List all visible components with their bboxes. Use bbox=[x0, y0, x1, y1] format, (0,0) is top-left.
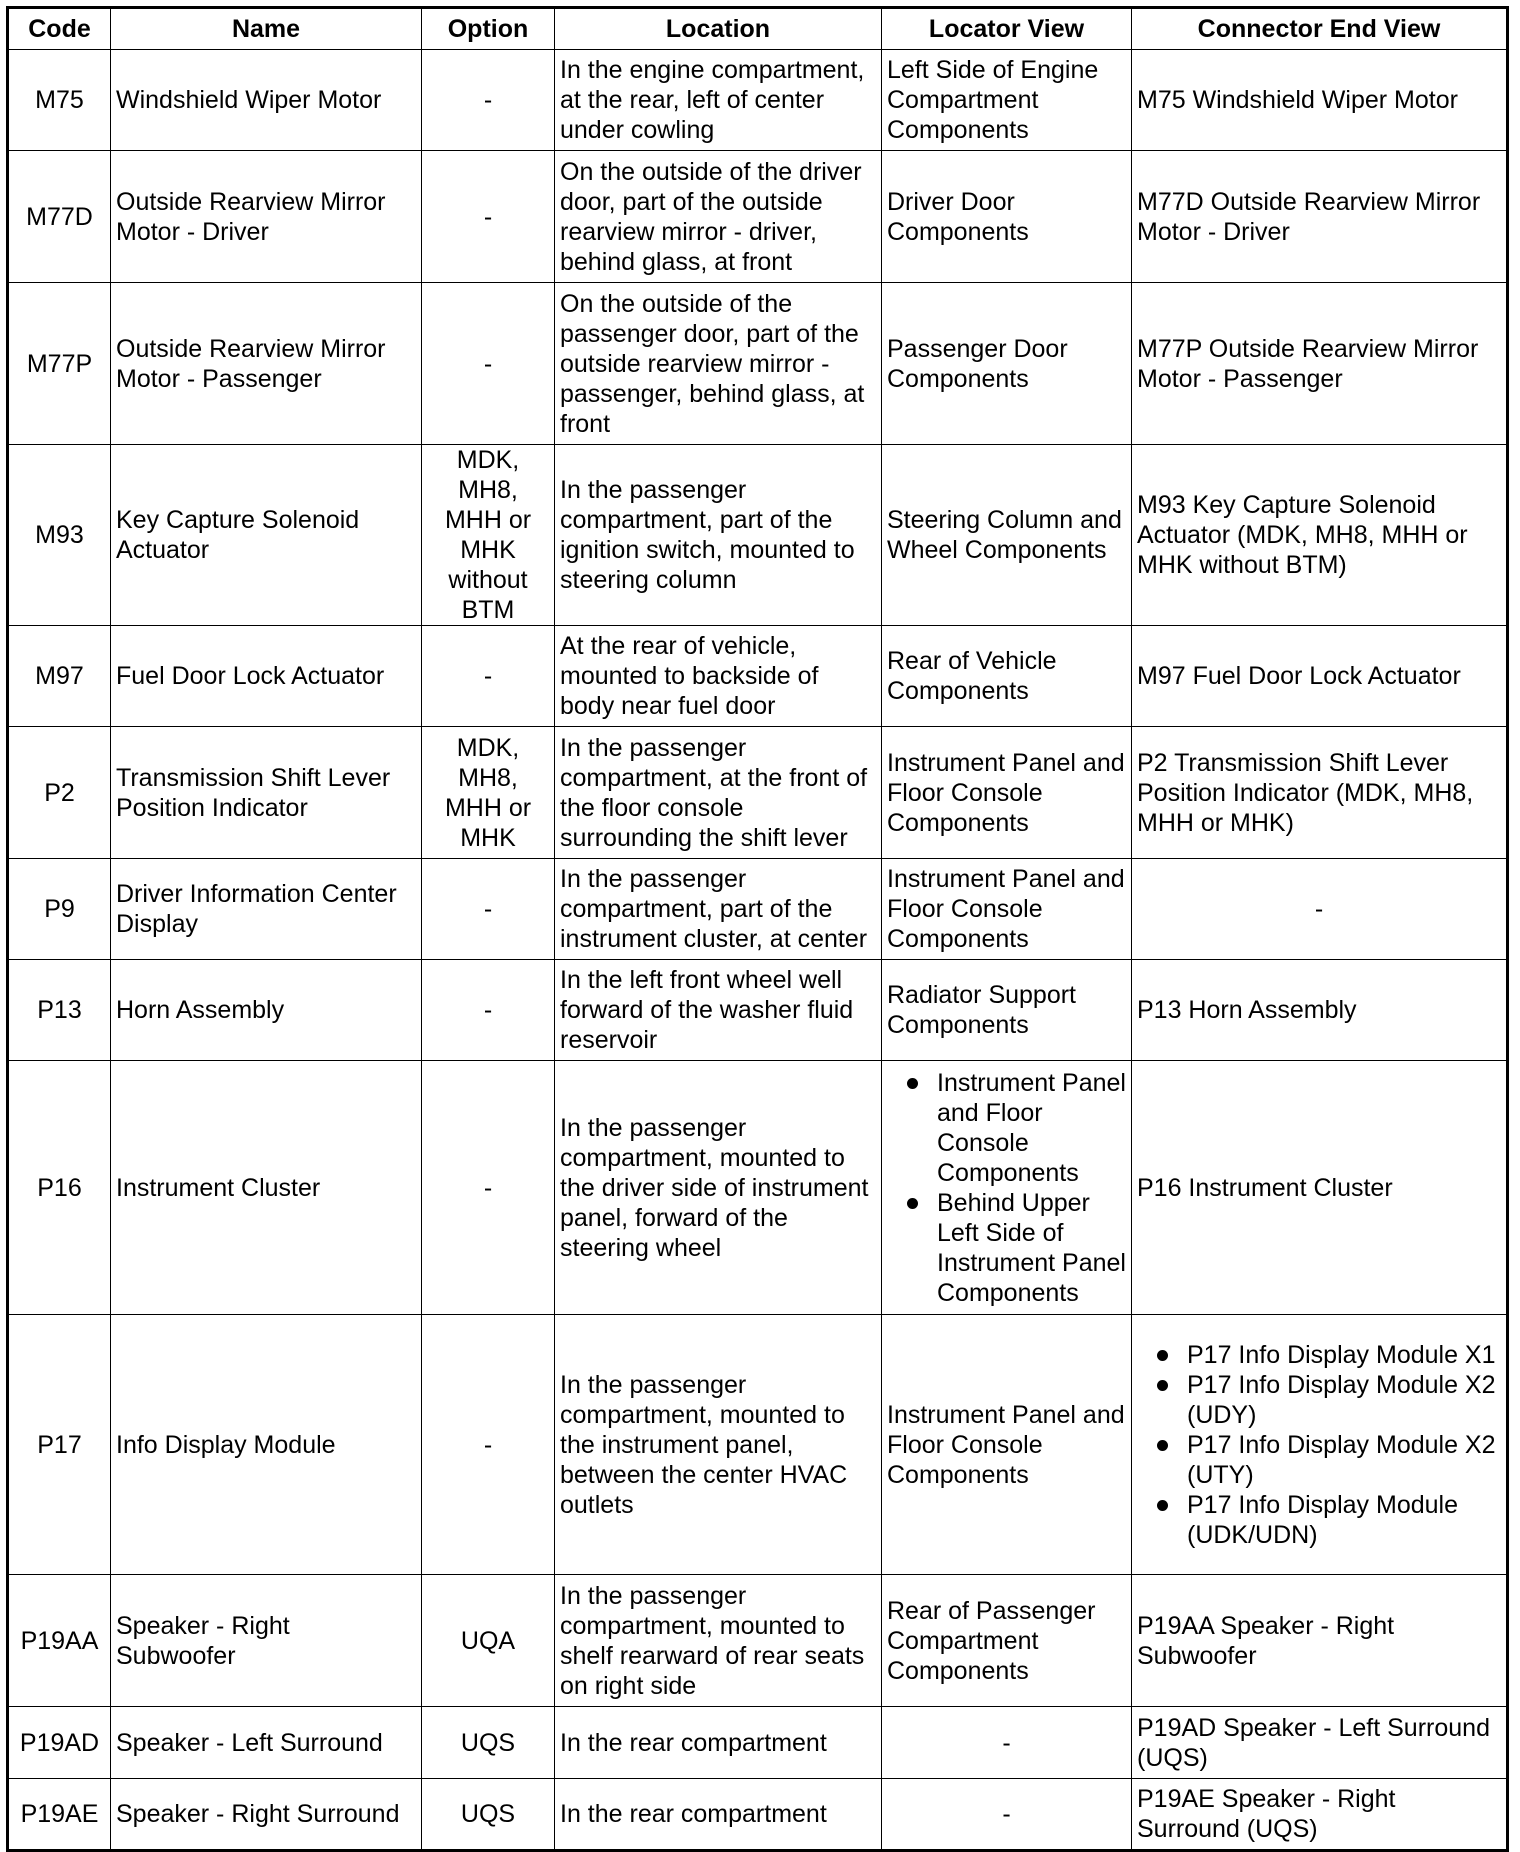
connector-end-view-cell: M97 Fuel Door Lock Actuator bbox=[1132, 626, 1508, 727]
bullet-item: Instrument Panel and Floor Console Components bbox=[887, 1068, 1126, 1188]
connector-end-view-cell: P19AD Speaker - Left Surround (UQS) bbox=[1132, 1707, 1508, 1779]
code-cell: P16 bbox=[8, 1061, 111, 1315]
name-cell: Windshield Wiper Motor bbox=[111, 50, 422, 151]
name-cell: Horn Assembly bbox=[111, 960, 422, 1061]
code-cell: P19AD bbox=[8, 1707, 111, 1779]
option-cell: UQA bbox=[422, 1575, 555, 1707]
code-cell: P2 bbox=[8, 727, 111, 859]
header-location: Location bbox=[555, 8, 882, 50]
option-cell: MDK, MH8, MHH or MHK without BTM bbox=[422, 445, 555, 626]
location-cell: In the passenger compartment, mounted to shelf rearward of rear seats on right side bbox=[555, 1575, 882, 1707]
bullet-item: P17 Info Display Module X2 (UTY) bbox=[1137, 1430, 1501, 1490]
location-cell: In the passenger compartment, mounted to the instrument panel, between the center HVAC outlets bbox=[555, 1315, 882, 1575]
location-cell: On the outside of the driver door, part of the outside rearview mirror - driver, behind glass, at front bbox=[555, 151, 882, 283]
option-cell: - bbox=[422, 283, 555, 445]
table-row bbox=[8, 960, 1508, 1061]
table-row bbox=[8, 1707, 1508, 1779]
option-cell: - bbox=[422, 1061, 555, 1315]
table-row bbox=[8, 50, 1508, 151]
connector-end-view-cell: M77P Outside Rearview Mirror Motor - Passenger bbox=[1132, 283, 1508, 445]
code-cell: P19AA bbox=[8, 1575, 111, 1707]
locator-view-cell: Driver Door Components bbox=[882, 151, 1132, 283]
option-cell: - bbox=[422, 859, 555, 960]
location-cell: On the outside of the passenger door, part of the outside rearview mirror - passenger, behind glass, at front bbox=[555, 283, 882, 445]
option-cell: UQS bbox=[422, 1779, 555, 1851]
location-cell: In the rear compartment bbox=[555, 1707, 882, 1779]
connector-end-view-cell: M75 Windshield Wiper Motor bbox=[1132, 50, 1508, 151]
code-cell: P17 bbox=[8, 1315, 111, 1575]
table-row bbox=[8, 626, 1508, 727]
connector-end-view-cell: M77D Outside Rearview Mirror Motor - Driver bbox=[1132, 151, 1508, 283]
location-cell: In the engine compartment, at the rear, left of center under cowling bbox=[555, 50, 882, 151]
bullet-list bbox=[887, 1068, 1126, 1308]
code-cell: M97 bbox=[8, 626, 111, 727]
table-row bbox=[8, 859, 1508, 960]
name-cell: Outside Rearview Mirror Motor - Passenger bbox=[111, 283, 422, 445]
connector-end-view-cell: - bbox=[1132, 859, 1508, 960]
connector-end-view-cell: P19AA Speaker - Right Subwoofer bbox=[1132, 1575, 1508, 1707]
name-cell: Transmission Shift Lever Position Indicator bbox=[111, 727, 422, 859]
option-cell: MDK, MH8, MHH or MHK bbox=[422, 727, 555, 859]
name-cell: Key Capture Solenoid Actuator bbox=[111, 445, 422, 626]
bullet-item: P17 Info Display Module X2 (UDY) bbox=[1137, 1370, 1501, 1430]
connector-end-view-cell bbox=[1132, 1315, 1508, 1575]
header-name: Name bbox=[111, 8, 422, 50]
locator-view-cell: - bbox=[882, 1707, 1132, 1779]
table-row bbox=[8, 727, 1508, 859]
code-cell: M75 bbox=[8, 50, 111, 151]
name-cell: Instrument Cluster bbox=[111, 1061, 422, 1315]
locator-view-cell: Radiator Support Components bbox=[882, 960, 1132, 1061]
locator-view-cell: Rear of Vehicle Components bbox=[882, 626, 1132, 727]
connector-end-view-cell: P2 Transmission Shift Lever Position Indicator (MDK, MH8, MHH or MHK) bbox=[1132, 727, 1508, 859]
header-code: Code bbox=[8, 8, 111, 50]
locator-view-cell: Instrument Panel and Floor Console Components bbox=[882, 727, 1132, 859]
option-cell: - bbox=[422, 50, 555, 151]
code-cell: P9 bbox=[8, 859, 111, 960]
table-body bbox=[8, 50, 1508, 1851]
connector-end-view-cell: P16 Instrument Cluster bbox=[1132, 1061, 1508, 1315]
bullet-item: Behind Upper Left Side of Instrument Panel Components bbox=[887, 1188, 1126, 1308]
option-cell: - bbox=[422, 960, 555, 1061]
location-cell: In the passenger compartment, mounted to the driver side of instrument panel, forward of the steering wheel bbox=[555, 1061, 882, 1315]
locator-view-cell: Instrument Panel and Floor Console Components bbox=[882, 859, 1132, 960]
locator-view-cell: Passenger Door Components bbox=[882, 283, 1132, 445]
locator-view-cell: Steering Column and Wheel Components bbox=[882, 445, 1132, 626]
table-row bbox=[8, 445, 1508, 626]
locator-view-cell: Rear of Passenger Compartment Components bbox=[882, 1575, 1132, 1707]
locator-view-cell: Instrument Panel and Floor Console Components bbox=[882, 1315, 1132, 1575]
code-cell: M77D bbox=[8, 151, 111, 283]
locator-view-cell bbox=[882, 1061, 1132, 1315]
name-cell: Driver Information Center Display bbox=[111, 859, 422, 960]
header-row bbox=[8, 8, 1508, 50]
header-option: Option bbox=[422, 8, 555, 50]
location-cell: In the rear compartment bbox=[555, 1779, 882, 1851]
locator-view-cell: Left Side of Engine Compartment Components bbox=[882, 50, 1132, 151]
option-cell: - bbox=[422, 626, 555, 727]
connector-end-view-cell: P13 Horn Assembly bbox=[1132, 960, 1508, 1061]
table-row bbox=[8, 1779, 1508, 1851]
table-row bbox=[8, 1575, 1508, 1707]
code-cell: M77P bbox=[8, 283, 111, 445]
connector-end-view-cell: P19AE Speaker - Right Surround (UQS) bbox=[1132, 1779, 1508, 1851]
bullet-item: P17 Info Display Module (UDK/UDN) bbox=[1137, 1490, 1501, 1550]
location-cell: In the passenger compartment, part of the instrument cluster, at center bbox=[555, 859, 882, 960]
table-row bbox=[8, 1061, 1508, 1315]
name-cell: Info Display Module bbox=[111, 1315, 422, 1575]
name-cell: Fuel Door Lock Actuator bbox=[111, 626, 422, 727]
bullet-list bbox=[1137, 1340, 1501, 1550]
name-cell: Speaker - Right Subwoofer bbox=[111, 1575, 422, 1707]
name-cell: Speaker - Right Surround bbox=[111, 1779, 422, 1851]
name-cell: Outside Rearview Mirror Motor - Driver bbox=[111, 151, 422, 283]
code-cell: P13 bbox=[8, 960, 111, 1061]
option-cell: - bbox=[422, 151, 555, 283]
table-row bbox=[8, 1315, 1508, 1575]
table-row bbox=[8, 283, 1508, 445]
option-cell: UQS bbox=[422, 1707, 555, 1779]
component-locator-table bbox=[6, 6, 1509, 1852]
code-cell: M93 bbox=[8, 445, 111, 626]
bullet-item: P17 Info Display Module X1 bbox=[1137, 1340, 1501, 1370]
code-cell: P19AE bbox=[8, 1779, 111, 1851]
header-locator-view: Locator View bbox=[882, 8, 1132, 50]
location-cell: At the rear of vehicle, mounted to backside of body near fuel door bbox=[555, 626, 882, 727]
location-cell: In the left front wheel well forward of the washer fluid reservoir bbox=[555, 960, 882, 1061]
location-cell: In the passenger compartment, at the front of the floor console surrounding the shift lever bbox=[555, 727, 882, 859]
location-cell: In the passenger compartment, part of the ignition switch, mounted to steering column bbox=[555, 445, 882, 626]
table-row bbox=[8, 151, 1508, 283]
locator-view-cell: - bbox=[882, 1779, 1132, 1851]
connector-end-view-cell: M93 Key Capture Solenoid Actuator (MDK, MH8, MHH or MHK without BTM) bbox=[1132, 445, 1508, 626]
option-cell: - bbox=[422, 1315, 555, 1575]
name-cell: Speaker - Left Surround bbox=[111, 1707, 422, 1779]
header-connector-end-view: Connector End View bbox=[1132, 8, 1508, 50]
